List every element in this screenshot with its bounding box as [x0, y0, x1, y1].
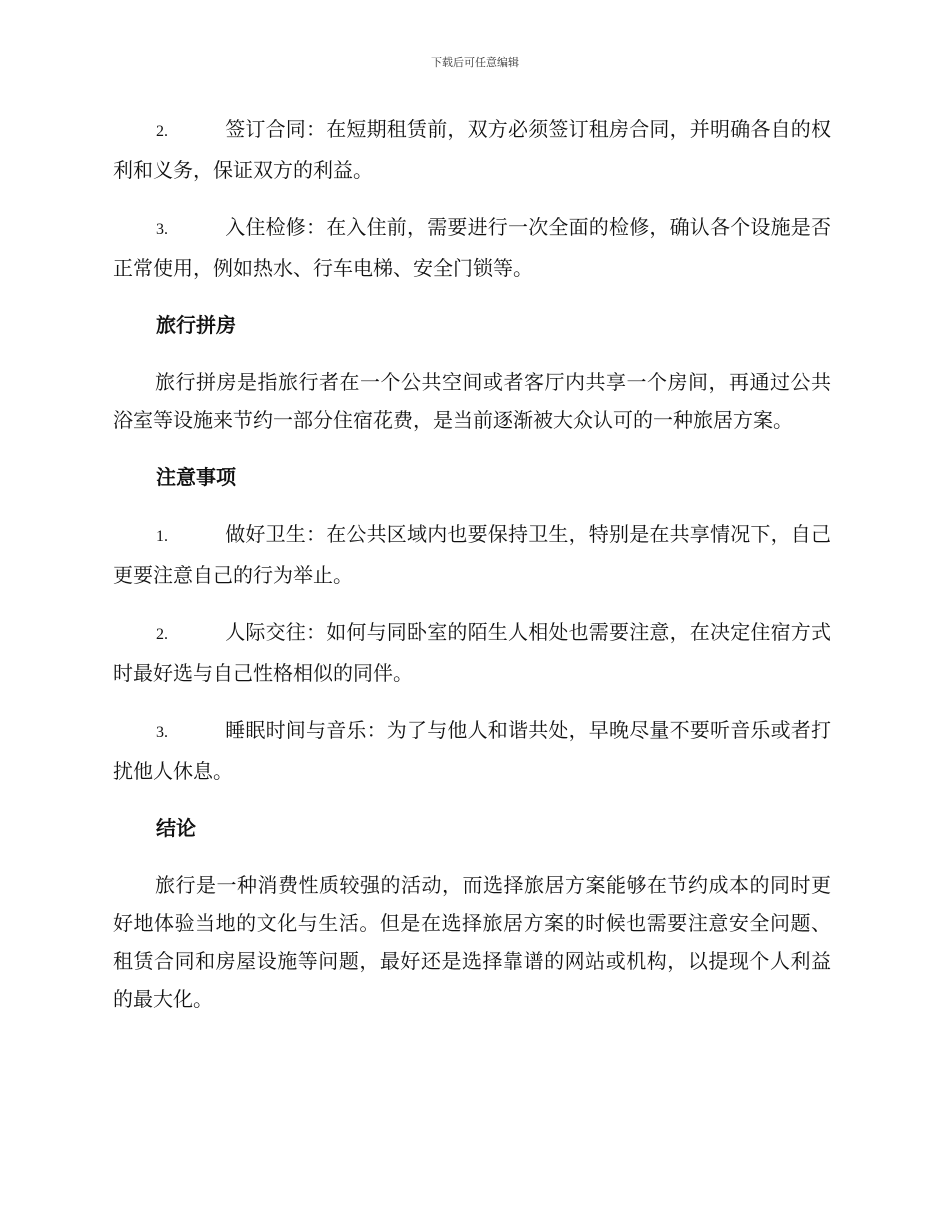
section-heading-conclusion: 结论 — [156, 816, 196, 840]
list-item — [113, 613, 831, 692]
list-text: 签订合同：在短期租赁前，双方必须签订租房合同，并明确各自的权利和义务，保证双方的利益。 — [113, 117, 831, 182]
list-number: 3. — [156, 724, 168, 741]
list-number: 3. — [156, 221, 168, 238]
list-item — [113, 110, 831, 189]
list-number: 2. — [156, 123, 168, 140]
section-heading-travel-sharing: 旅行拼房 — [156, 313, 236, 337]
list-number: 2. — [156, 626, 168, 643]
conclusion-paragraph: 旅行是一种消费性质较强的活动，而选择旅居方案能够在节约成本的同时更好地体验当地的文化与生活。但是在选择旅居方案的时候也需要注意安全问题、租赁合同和房屋设施等问题，最好还是选择靠谱的网站或机构，以提现个人利益的最大化。 — [113, 873, 831, 1011]
document-body — [113, 110, 831, 1037]
list-number: 1. — [156, 528, 168, 545]
list-item — [113, 515, 831, 594]
list-text: 睡眠时间与音乐：为了与他人和谐共处，早晚尽量不要听音乐或者打扰他人休息。 — [113, 718, 831, 783]
list-item — [113, 711, 831, 790]
travel-sharing-paragraph: 旅行拼房是指旅行者在一个公共空间或者客厅内共享一个房间，再通过公共浴室等设施来节约一部分住宿花费，是当前逐渐被大众认可的一种旅居方案。 — [113, 370, 831, 432]
list-text: 入住检修：在入住前，需要进行一次全面的检修，确认各个设施是否正常使用，例如热水、行车电梯、安全门锁等。 — [113, 215, 831, 280]
header-note: 下载后可任意编辑 — [431, 56, 519, 69]
list-item — [113, 208, 831, 287]
section-heading-notes: 注意事项 — [156, 465, 236, 489]
list-text: 人际交往：如何与同卧室的陌生人相处也需要注意，在决定住宿方式时最好选与自己性格相似的同伴。 — [113, 620, 831, 685]
list-text: 做好卫生：在公共区域内也要保持卫生，特别是在共享情况下，自己更要注意自己的行为举止。 — [113, 522, 831, 587]
